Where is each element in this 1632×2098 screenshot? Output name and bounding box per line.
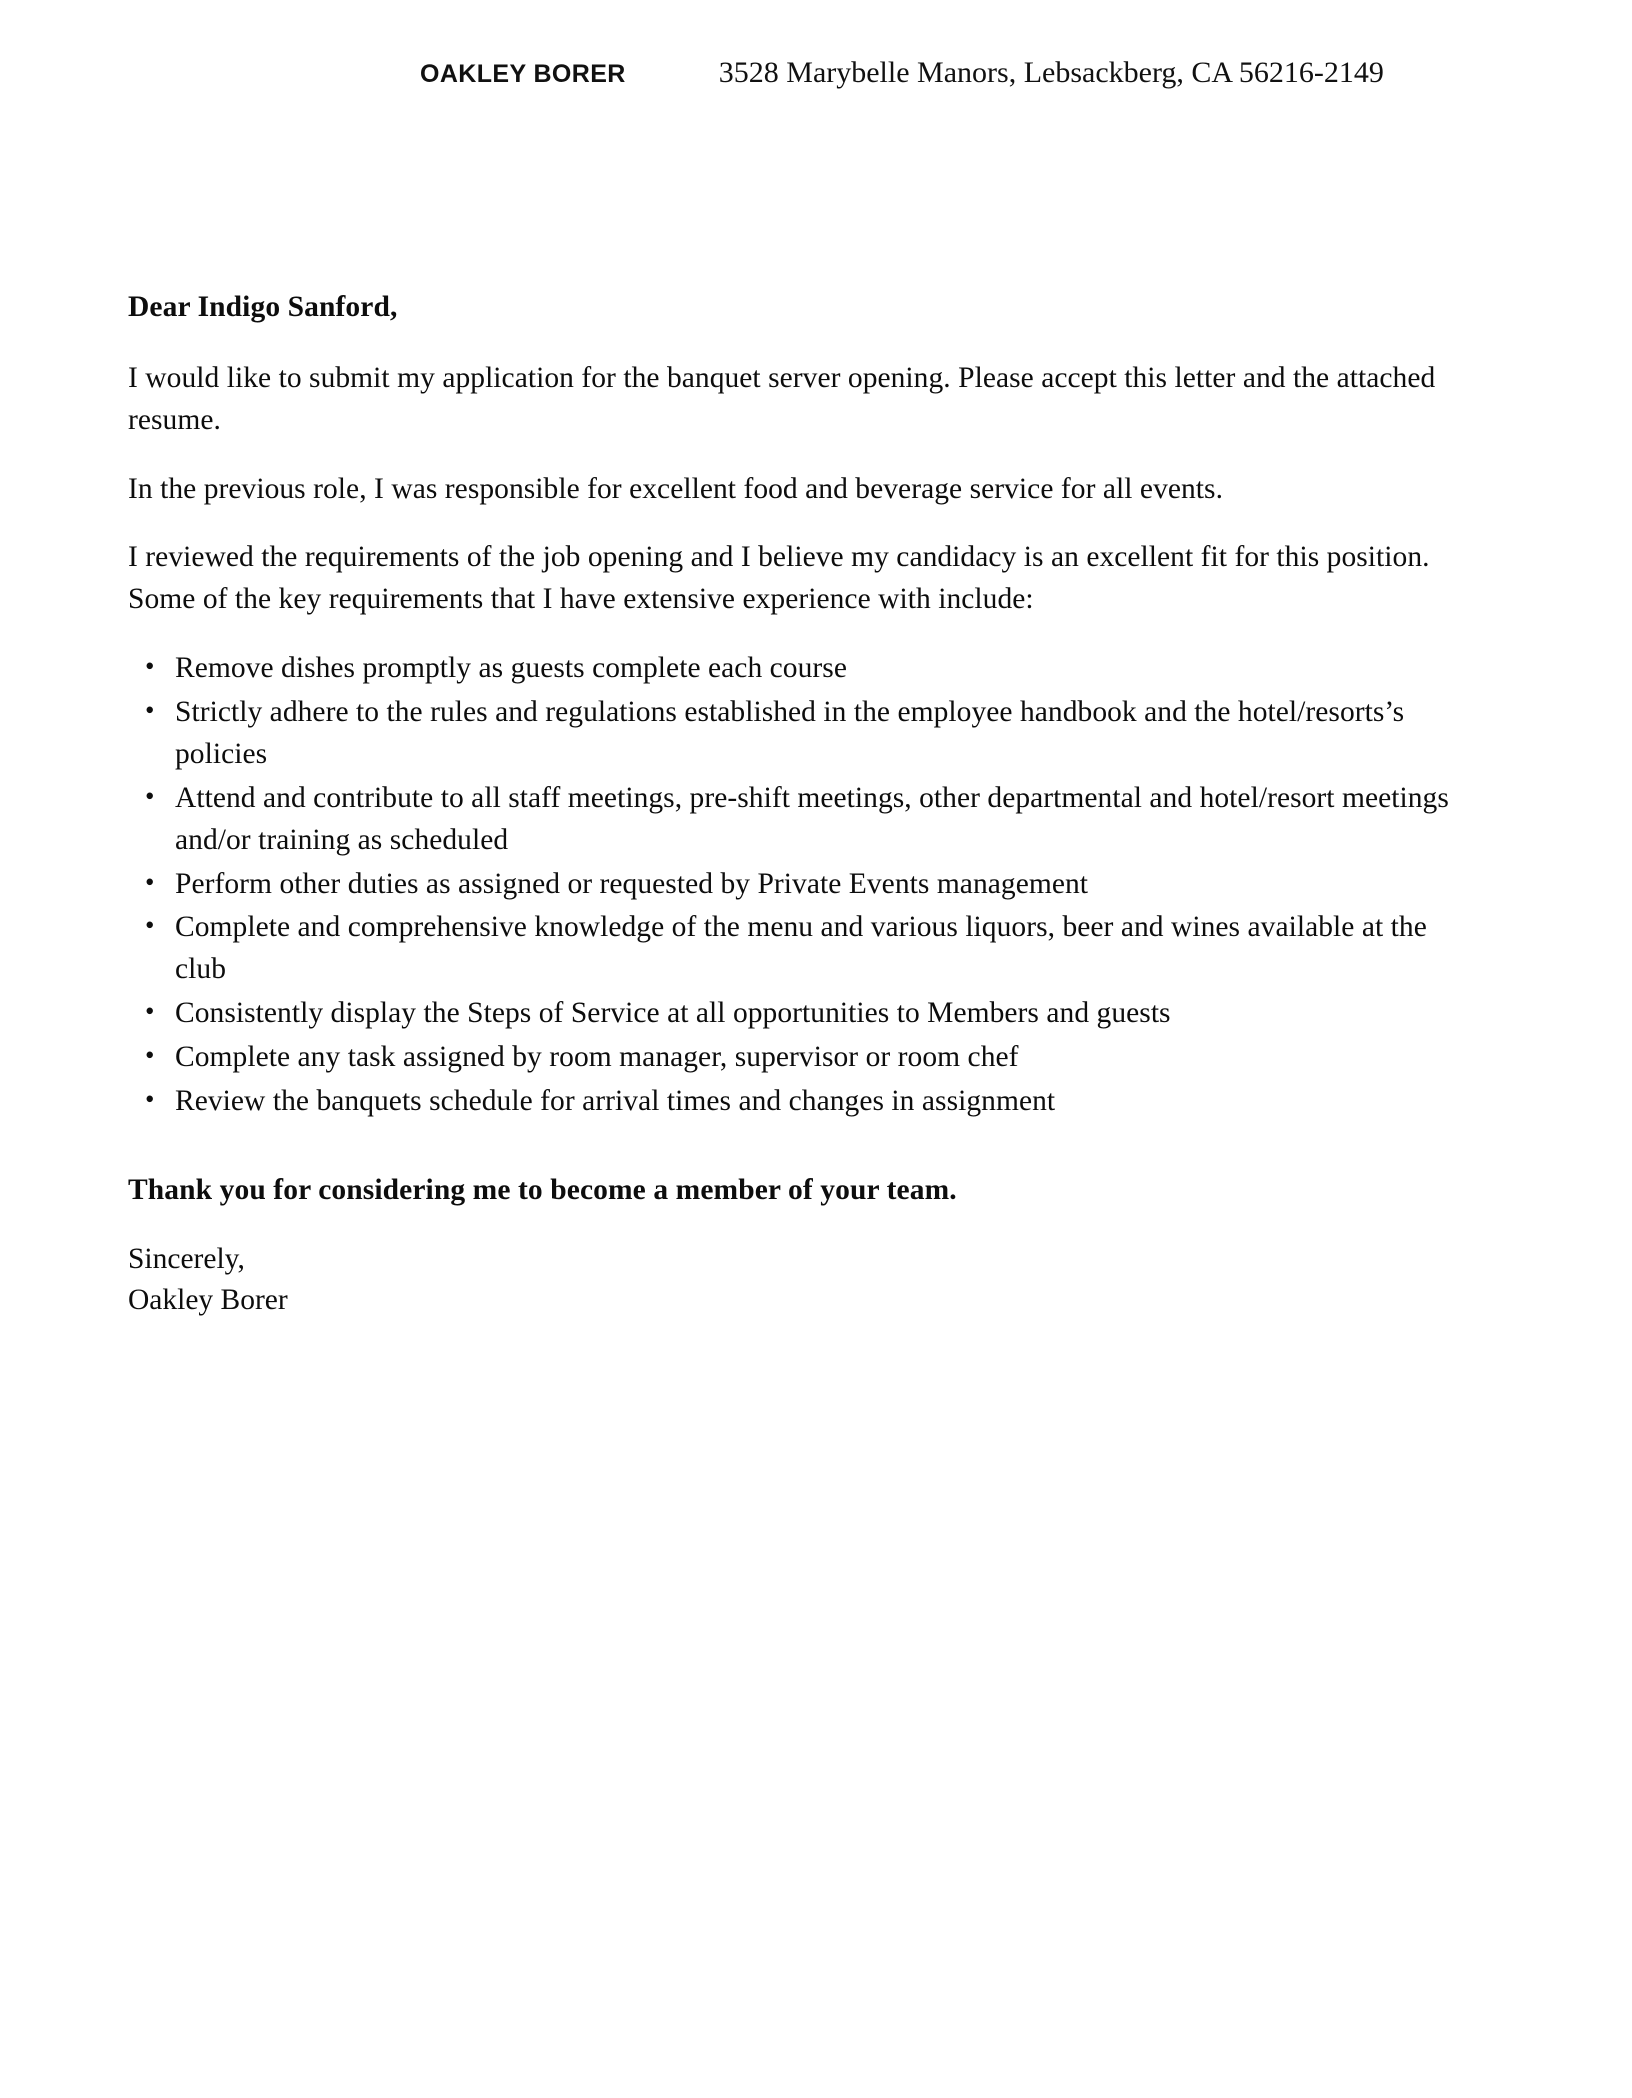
body-paragraph-3: I reviewed the requirements of the job opening and I believe my candidacy is an excellent fit for this position. Some of the key requirements that I have extensive experience with include: (128, 541, 1430, 616)
list-item: • Perform other duties as assigned or requested by Private Events management (128, 864, 1466, 906)
list-item: • Review the banquets schedule for arrival times and changes in assignment (128, 1081, 1466, 1123)
closing-statement: Thank you for considering me to become a member of your team. (128, 1173, 957, 1206)
list-item: • Attend and contribute to all staff meetings, pre-shift meetings, other departmental and hotel/resort meetings and/or training as scheduled (128, 778, 1466, 862)
sender-name: OAKLEY BORER (420, 60, 626, 88)
salutation: Dear Indigo Sanford, (128, 291, 398, 323)
list-item: • Consistently display the Steps of Service at all opportunities to Members and guests (128, 993, 1466, 1035)
list-item: • Complete and comprehensive knowledge of the menu and various liquors, beer and wines available at the club (128, 907, 1466, 991)
letterhead (0, 56, 1632, 89)
list-item: • Complete any task assigned by room manager, supervisor or room chef (128, 1037, 1466, 1079)
letter-body (128, 288, 1466, 1321)
valediction: Sincerely, (128, 1242, 245, 1275)
list-item: • Remove dishes promptly as guests complete each course (128, 648, 1466, 690)
sender-address: 3528 Marybelle Manors, Lebsackberg, CA 56216-2149 (718, 56, 1384, 89)
requirements-list (128, 648, 1466, 1123)
signature-name: Oakley Borer (128, 1283, 288, 1316)
body-paragraph-1: I would like to submit my application for the banquet server opening. Please accept this letter and the attached resume. (128, 361, 1436, 436)
body-paragraph-2: In the previous role, I was responsible for excellent food and beverage service for all events. (128, 472, 1224, 505)
list-item: • Strictly adhere to the rules and regulations established in the employee handbook and the hotel/resorts’s policies (128, 692, 1466, 776)
signoff-block (128, 1239, 1466, 1322)
